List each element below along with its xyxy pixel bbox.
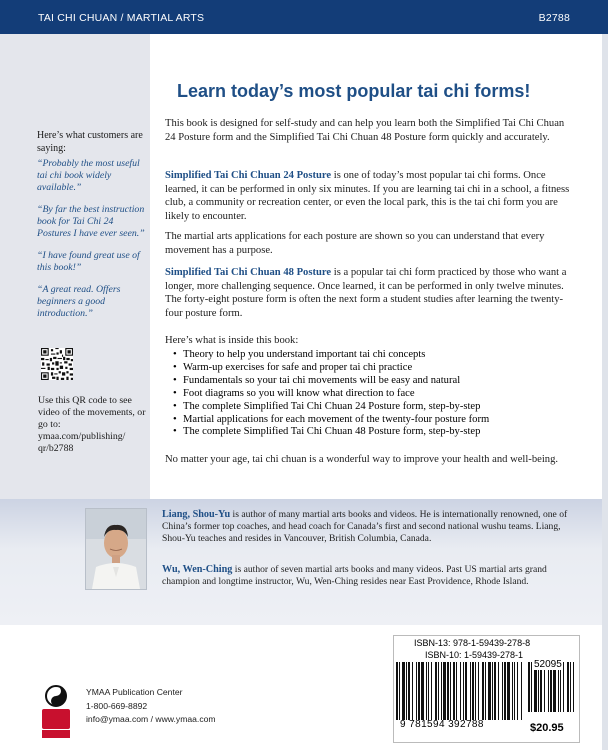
author-name: Wu, Wen-Ching — [162, 564, 233, 575]
qr-instructions: Use this QR code to see video of the movements, or go to: ymaa.com/publishing/ qr/b2788 — [38, 395, 146, 454]
ymaa-logo-icon — [40, 684, 72, 740]
isbn-10: ISBN-10: 1-59439-278-1 — [425, 650, 524, 660]
list-item: • The complete Simplified Tai Chi Chuan 24 Posture form, step-by-step — [165, 401, 575, 414]
form-24-description: is one of today’s most popular tai chi forms. Once learned, it can be performed in only six minutes. If you are learning tai chi in a school, a fitness club, a community or recreation center, or even the local park, this is the tai chi form you are likely to encounter. — [165, 170, 570, 222]
form-48-title: Simplified Tai Chi Chuan 48 Posture — [165, 267, 332, 278]
barcode-number: 9 781594 392788 — [400, 719, 484, 730]
list-item: • Fundamentals so your tai chi movements will be easy and natural — [165, 375, 575, 388]
isbn-13: ISBN-13: 978-1-59439-278-8 — [414, 638, 531, 648]
publisher-info — [86, 686, 216, 727]
author-bio-text: is author of seven martial arts books and many videos. Past US martial arts grand champion and longtime instructor, Wu, Wen-Ching resides near East Providence, Rhode Island. — [162, 564, 547, 587]
form-48-description: is a popular tai chi form practiced by those who want a longer, more challenging sequence. Once learned, it can be performed in only twelve minutes. The forty-eight posture form is often the next form a student studies after learning the twenty-four posture form. — [165, 267, 567, 319]
qr-code-icon[interactable] — [41, 348, 73, 380]
price: $20.95 — [530, 722, 564, 734]
top-banner — [0, 0, 608, 34]
testimonial-intro: Here’s what customers are saying: — [37, 130, 143, 154]
testimonial-list — [37, 158, 147, 330]
intro-paragraph: This book is designed for self-study and can help you learn both the Simplified Tai Chi Chuan 24 Posture form and the Simplified Tai Chi Chuan 48 Posture form quickly and accurately. — [165, 118, 565, 143]
form-24-paragraph — [165, 169, 575, 223]
applications-paragraph: The martial arts applications for each posture are shown so you can understand that every movement has a purpose. — [165, 231, 545, 256]
author-bio-text: is author of many martial arts books and videos. He is internationally renowned, one of China’s former top coaches, and head coach for Canada’s first and second national wushu teams. Liang, Shou-Yu teaches and resides in Vancouver, British Columbia, Canada. — [162, 509, 568, 544]
testimonial-quote: “By far the best instruction book for Tai Chi 24 Postures I have ever seen.” — [37, 204, 145, 239]
author-bio-wu — [162, 564, 582, 588]
closing-paragraph: No matter your age, tai chi chuan is a wonderful way to improve your health and well-being. — [165, 454, 559, 465]
product-code: B2788 — [538, 12, 570, 24]
list-item: • Foot diagrams so you will know what direction to face — [165, 388, 575, 401]
contents-list — [165, 349, 575, 439]
list-item: • Theory to help you understand important tai chi concepts — [165, 349, 575, 362]
form-24-title: Simplified Tai Chi Chuan 24 Posture — [165, 170, 332, 181]
form-48-paragraph — [165, 266, 575, 320]
author-name: Liang, Shou-Yu — [162, 509, 231, 520]
publisher-phone: 1-800-669-8892 — [86, 700, 148, 711]
list-item: • Warm-up exercises for safe and proper tai chi practice — [165, 362, 575, 375]
publisher-name: YMAA Publication Center — [86, 687, 183, 697]
testimonial-quote: “Probably the most useful tai chi book widely available.” — [37, 158, 140, 193]
testimonial-quote: “I have found great use of this book!” — [37, 250, 140, 273]
price-code: 52095 — [534, 659, 562, 670]
cover-edge — [602, 34, 608, 750]
testimonial-quote: “A great read. Offers beginners a good introduction.” — [37, 284, 121, 319]
publisher-contact: info@ymaa.com / www.ymaa.com — [86, 714, 216, 724]
page-headline: Learn today’s most popular tai chi forms! — [177, 81, 531, 101]
list-item: • Martial applications for each movement of the twenty-four posture form — [165, 414, 575, 427]
inside-intro: Here’s what is inside this book: — [165, 335, 299, 346]
category-label: TAI CHI CHUAN / MARTIAL ARTS — [38, 12, 205, 24]
barcode-icon — [396, 662, 522, 720]
author-photo — [85, 508, 147, 590]
list-item: • The complete Simplified Tai Chi Chuan 48 Posture form, step-by-step — [165, 426, 575, 439]
author-bio-liang — [162, 509, 582, 545]
